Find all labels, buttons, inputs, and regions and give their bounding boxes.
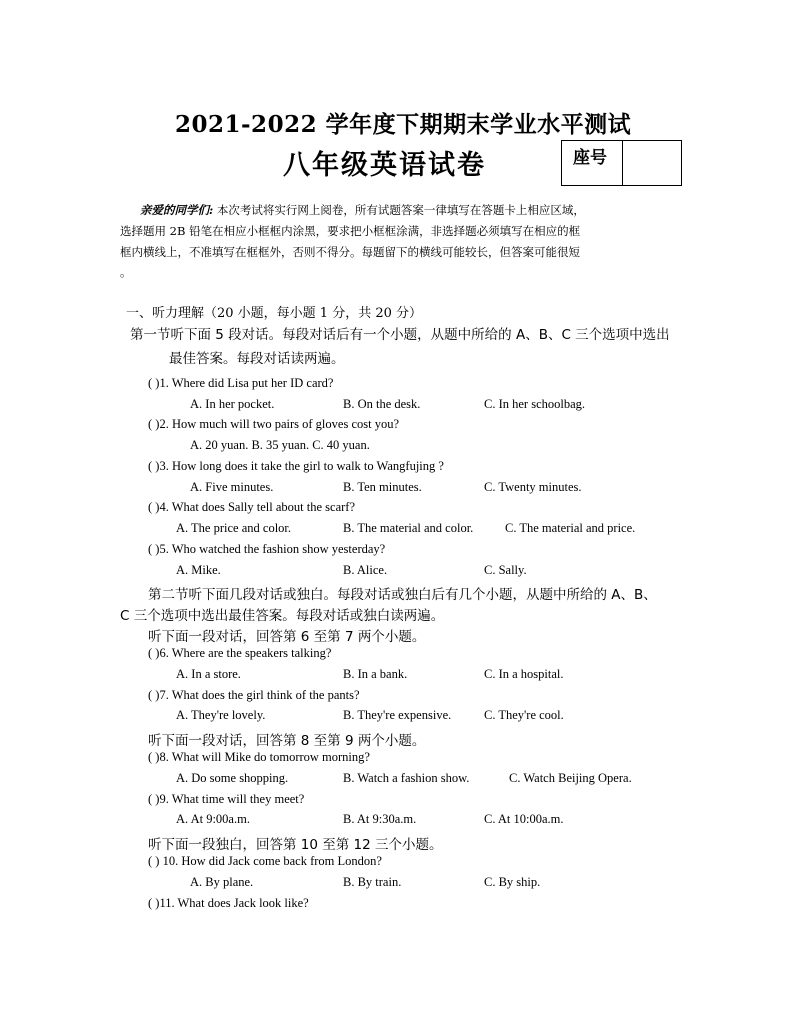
- answer-paren[interactable]: ( ): [148, 792, 160, 806]
- option-b: B. On the desk.: [343, 397, 421, 411]
- question-text: 2. How much will two pairs of gloves cost you?: [159, 417, 400, 431]
- notice-line-3: 框内横线上，不准填写在框框外，否则不得分。每题留下的横线可能较长，但答案可能很短: [120, 245, 580, 259]
- question-9: [148, 792, 304, 807]
- question-text: 1. Where did Lisa put her ID card?: [159, 376, 334, 390]
- option-a: A. By plane.: [190, 875, 254, 889]
- notice-line-1: [140, 200, 585, 221]
- option-b: B. At 9:30a.m.: [343, 812, 417, 826]
- question-text: 6. Where are the speakers talking?: [159, 646, 332, 660]
- question-2: [148, 417, 399, 432]
- notice-lead: 亲爱的同学们:: [140, 203, 214, 217]
- question-11: [148, 896, 309, 911]
- question-7: [148, 688, 360, 703]
- answer-paren[interactable]: ( ): [148, 854, 160, 868]
- answer-paren[interactable]: ( ): [148, 688, 160, 702]
- question-text: 4. What does Sally tell about the scarf?: [159, 500, 355, 514]
- question-text: 7. What does the girl think of the pants?: [159, 688, 360, 702]
- part2-instruction-1: 第二节听下面几段对话或独白。每段对话或独白后有几个小题，从题中所给的 A、B、: [148, 587, 657, 603]
- option-a: A. Five minutes.: [190, 480, 274, 494]
- option-a: A. In a store.: [176, 667, 241, 681]
- option-b: B. By train.: [343, 875, 402, 889]
- part1-instruction-2: 最佳答案。每段对话读两遍。: [169, 351, 345, 367]
- option-b: B. The material and color.: [343, 521, 474, 535]
- notice-line-4: 。: [120, 265, 132, 279]
- question-4: [148, 500, 355, 515]
- question-text: 10. How did Jack come back from London?: [159, 854, 382, 868]
- option-b: B. Alice.: [343, 563, 388, 577]
- answer-paren[interactable]: ( ): [148, 646, 160, 660]
- exam-title: 2021-2022 学年度下期期末学业水平测试: [175, 111, 632, 138]
- answer-paren[interactable]: ( ): [148, 896, 160, 910]
- question-3: [148, 459, 444, 474]
- answer-paren[interactable]: ( ): [148, 542, 160, 556]
- seat-label: 座号: [562, 141, 623, 185]
- question-text: 11. What does Jack look like?: [159, 896, 309, 910]
- seat-number-box: [561, 140, 682, 186]
- instruction-10-12: 听下面一段独白，回答第 10 至第 12 三个小题。: [148, 837, 443, 853]
- notice-line-2: 选择题用 2B 铅笔在相应小框框内涂黑，要求把小框框涂满，非选择题必须填写在相应的框: [120, 224, 581, 238]
- part1-instruction-1: 第一节听下面 5 段对话。每段对话后有一个小题，从题中所给的 A、B、C 三个选项中选出: [130, 327, 670, 343]
- question-1: [148, 376, 333, 391]
- option-c: C. Watch Beijing Opera.: [509, 771, 632, 785]
- question-text: 3. How long does it take the girl to walk to Wangfujing ?: [159, 459, 444, 473]
- question-text: 8. What will Mike do tomorrow morning?: [159, 750, 370, 764]
- option-c: C. Twenty minutes.: [484, 480, 582, 494]
- question-text: 9. What time will they meet?: [159, 792, 305, 806]
- answer-paren[interactable]: ( ): [148, 376, 160, 390]
- option-a: A. In her pocket.: [190, 397, 275, 411]
- option-c: C. In a hospital.: [484, 667, 564, 681]
- option-b: B. Watch a fashion show.: [343, 771, 470, 785]
- option-a: A. Do some shopping.: [176, 771, 289, 785]
- option-c: C. At 10:00a.m.: [484, 812, 564, 826]
- option-a: A. At 9:00a.m.: [176, 812, 250, 826]
- option-a: A. The price and color.: [176, 521, 292, 535]
- question-5: [148, 542, 385, 557]
- option-a: A. Mike.: [176, 563, 221, 577]
- option-c: C. In her schoolbag.: [484, 397, 586, 411]
- section-heading: 一、听力理解（20 小题，每小题 1 分，共 20 分）: [126, 306, 423, 321]
- answer-paren[interactable]: ( ): [148, 750, 160, 764]
- option-b: B. In a bank.: [343, 667, 408, 681]
- options-abc: A. 20 yuan. B. 35 yuan. C. 40 yuan.: [190, 438, 370, 452]
- question-text: 5. Who watched the fashion show yesterday?: [159, 542, 386, 556]
- option-c: C. By ship.: [484, 875, 541, 889]
- question-8: [148, 750, 370, 765]
- option-c: C. Sally.: [484, 563, 527, 577]
- answer-paren[interactable]: ( ): [148, 417, 160, 431]
- instruction-8-9: 听下面一段对话，回答第 8 至第 9 两个小题。: [148, 733, 426, 749]
- question-6: [148, 646, 331, 661]
- option-c: C. The material and price.: [505, 521, 636, 535]
- instruction-6-7: 听下面一段对话，回答第 6 至第 7 两个小题。: [148, 629, 426, 645]
- answer-paren[interactable]: ( ): [148, 459, 160, 473]
- notice-text-1: 本次考试将实行网上阅卷，所有试题答案一律填写在答题卡上相应区域，: [213, 203, 585, 217]
- part2-instruction-2: C 三个选项中选出最佳答案。每段对话或独白读两遍。: [120, 608, 445, 624]
- option-b: B. Ten minutes.: [343, 480, 422, 494]
- option-a: A. They're lovely.: [176, 708, 266, 722]
- answer-paren[interactable]: ( ): [148, 500, 160, 514]
- option-c: C. They're cool.: [484, 708, 564, 722]
- exam-subtitle: 八年级英语试卷: [283, 150, 486, 181]
- question-10: [148, 854, 382, 869]
- option-b: B. They're expensive.: [343, 708, 452, 722]
